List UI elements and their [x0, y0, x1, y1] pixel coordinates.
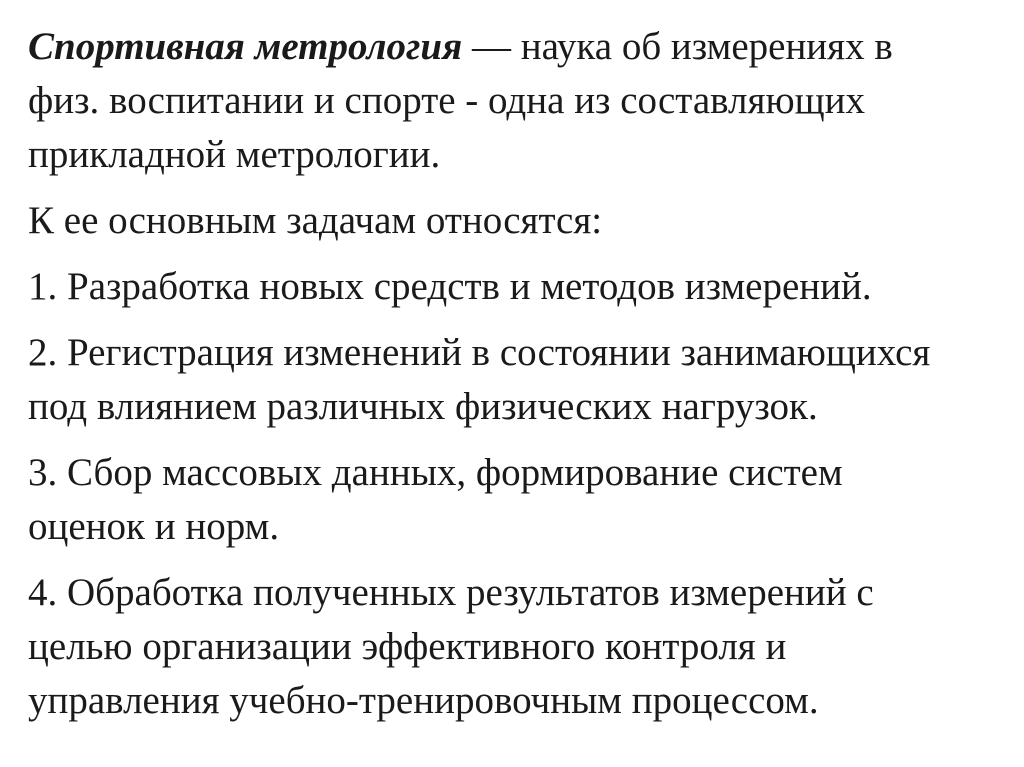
task-item-3-line-1: 3. Сбор массовых данных, формирование систем — [28, 451, 843, 494]
task-item-2-line-2: под влиянием различных физических нагрузок. — [28, 385, 818, 428]
task-item-3-line-2: оценок и норм. — [28, 505, 280, 548]
task-item-2 — [28, 326, 994, 434]
task-item-1-line-1: 1. Разработка новых средств и методов измерений. — [28, 265, 872, 308]
definition-line-2: физ. воспитании и спорте - одна из составляющих — [28, 79, 865, 122]
definition-term: Спортивная метрология — [28, 25, 463, 68]
task-item-4-line-3: управления учебно-тренировочным процессом. — [28, 679, 819, 722]
definition-line-3: прикладной метрологии. — [28, 133, 441, 176]
task-item-4-line-1: 4. Обработка полученных результатов измерений с — [28, 571, 874, 614]
task-item-4-line-2: целью организации эффективного контроля и — [28, 625, 787, 668]
tasks-intro — [28, 194, 994, 248]
task-item-3 — [28, 446, 994, 554]
task-item-2-line-1: 2. Регистрация изменений в состоянии занимающихся — [28, 331, 931, 374]
task-item-1 — [28, 260, 994, 314]
definition-paragraph — [28, 20, 994, 182]
definition-line-1 — [28, 20, 994, 74]
task-item-4 — [28, 566, 994, 728]
definition-line-1-rest: — наука об измерениях в — [462, 25, 893, 68]
tasks-intro-text: К ее основным задачам относятся: — [28, 199, 603, 242]
